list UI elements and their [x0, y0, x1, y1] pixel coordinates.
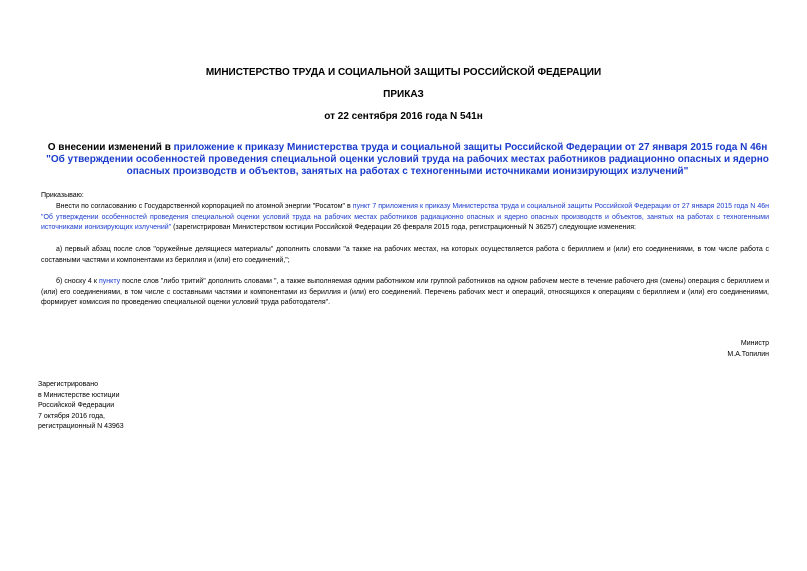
- document-type: ПРИКАЗ: [383, 89, 424, 100]
- document-title: [40, 142, 775, 178]
- paragraph-b-rest: после слов "либо тритий" дополнить словами ", а также выполняемая одним работником или группой работников на одном рабочем месте в течение рабочего дня (смены) операция с бериллием и (или) его соединениями, в том числе с составными частями и компонентами из бериллия и (или) его соединений. Перечень рабочих мест и операций, относящихся к операциям с бериллием и (или) его соединениями, формирует комиссия по проведению специальной оценки условий труда работодателя".: [41, 278, 769, 306]
- title-link[interactable]: приложение к приказу Министерства труда и социальной защиты Российской Федерации от 27 января 2015 года N 46н "Об утверждении особенностей проведения специальной оценки условий труда на рабочих местах работников радиационно опасных и ядерно опасных производств и объектов, занятых на работах с техногенными источниками ионизирующих излучений": [46, 142, 769, 177]
- order-word: Приказываю:: [41, 192, 84, 199]
- paragraph-b-text: б) сноску 4 к: [56, 278, 100, 285]
- registration-line: Зарегистрировано: [38, 381, 98, 388]
- paragraph-a: [41, 245, 769, 266]
- signature-position: Министр: [740, 340, 769, 347]
- document-date-number: от 22 сентября 2016 года N 541н: [324, 111, 483, 122]
- paragraph-main-link[interactable]: пункт 7 приложения к приказу Министерства труда и социальной защиты Российской Федерации от 27 января 2015 года N 46н "Об утверждении особенностей проведения специальной оценки условий труда на рабочих местах работников радиационно опасных и ядерно опасных производств и объектов, занятых на работах с техногенными источниками ионизирующих излучений": [41, 203, 769, 231]
- paragraph-b: [41, 277, 769, 309]
- paragraph-main-registration: (зарегистрирован Министерством юстиции Российской Федерации 26 февраля 2015 года, регистрационный N 36257) следующие изменения:: [171, 224, 637, 231]
- paragraph-main-text: Внести по согласованию с Государственной корпорацией по атомной энергии "Росатом" в: [56, 203, 353, 210]
- paragraph-b-link[interactable]: пункту: [99, 278, 121, 285]
- registration-line: Российской Федерации: [38, 402, 115, 409]
- registration-line: в Министерстве юстиции: [38, 391, 120, 399]
- paragraph-main: [41, 202, 769, 234]
- signature-name: М.А.Топилин: [727, 350, 769, 358]
- ministry-heading: МИНИСТЕРСТВО ТРУДА И СОЦИАЛЬНОЙ ЗАЩИТЫ РОССИЙСКОЙ ФЕДЕРАЦИИ: [205, 67, 602, 78]
- title-prefix: О внесении изменений в: [47, 142, 174, 153]
- registration-line: 7 октября 2016 года,: [38, 412, 106, 420]
- paragraph-a-text: а) первый абзац после слов "оружейные делящиеся материалы" дополнить словами "а также на рабочих местах, на которых осуществляется работа с бериллием и (или) его соединениями, в том числе работа с составными частями и компонентами из бериллия и (или) его соединений,";: [41, 246, 769, 264]
- signature-block: [600, 339, 769, 360]
- registration-line: регистрационный N 43963: [38, 423, 124, 430]
- registration-block: [38, 380, 124, 433]
